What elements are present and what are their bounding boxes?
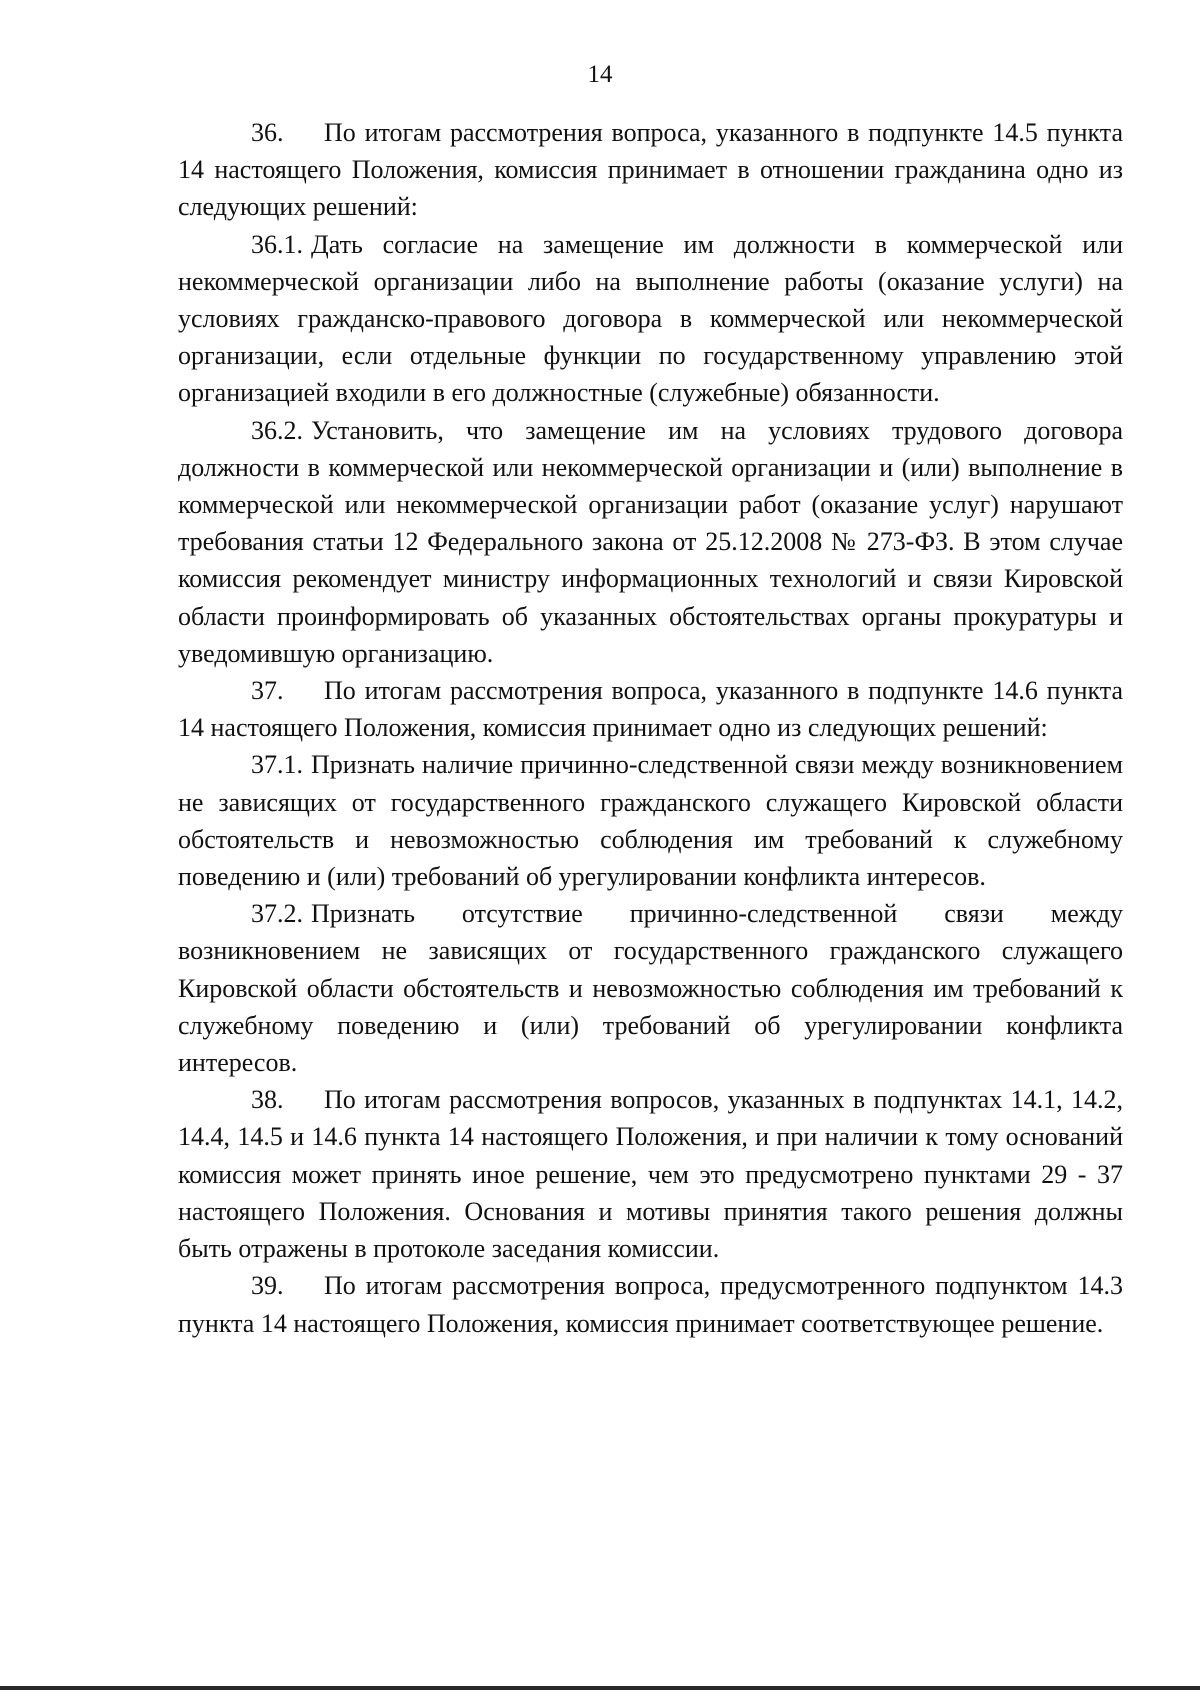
page-number: 14 [587,61,613,88]
paragraph-text: Дать согласие на замещение им должности в коммерческой или некоммерческой организации либо на выполнение работы (оказание услуги) на условиях гражданско-правового договора в коммерческой или некоммерческой организации, если отдельные функции по государственному управлению этой организацией входили в его должностные (служебные) обязанности. [178,229,1123,408]
paragraph-36-1 [178,226,1123,412]
paragraph-number: 36. [251,118,284,147]
paragraph-36-2 [178,412,1123,672]
paragraph-text: По итогам рассмотрения вопроса, предусмотренного подпунктом 14.3 пункта 14 настоящего Положения, комиссия принимает соответствующее решение. [178,1271,1123,1338]
paragraph-number: 38. [251,1085,284,1115]
paragraph-text: По итогам рассмотрения вопросов, указанных в подпунктах 14.1, 14.2, 14.4, 14.5 и 14.6 пункта 14 настоящего Положения, и при наличии к тому оснований комиссия может принять иное решение, чем это предусмотрено пунктами 29 - 37 настоящего Положения. Основания и мотивы принятия такого решения должны быть отражены в протоколе заседания комиссии. [178,1085,1123,1264]
paragraph-37-1 [178,746,1123,895]
paragraph-text: По итогам рассмотрения вопроса, указанного в подпункте 14.6 пункта 14 настоящего Положения, комиссия принимает одно из следующих решений: [178,676,1123,743]
scan-bottom-edge [0,1686,1200,1690]
paragraph-text: Установить, что замещение им на условиях трудового договора должности в коммерческой или некоммерческой организации и (или) выполнение в коммерческой или некоммерческой организации работ (оказание услуг) нарушают требования статьи 12 Федерального закона от 25.12.2008 № 273-ФЗ. В этом случае комиссия рекомендует министру информационных технологий и связи Кировской области проинформировать об указанных обстоятельствах органы прокуратуры и уведомившую организацию. [178,415,1123,668]
paragraph-37-2 [178,895,1123,1081]
paragraph-36 [178,114,1123,226]
paragraph-number: 37.1. [251,750,303,780]
paragraph-number: 37.2. [251,899,303,929]
document-body [178,114,1123,1342]
paragraph-number: 36.1. [251,229,303,259]
paragraph-37 [178,672,1123,746]
paragraph-text: По итогам рассмотрения вопроса, указанного в подпункте 14.5 пункта 14 настоящего Положения, комиссия принимает в отношении гражданина одно из следующих решений: [178,118,1123,222]
paragraph-38 [178,1081,1123,1267]
paragraph-number: 36.2. [251,415,303,445]
paragraph-39 [178,1267,1123,1341]
paragraph-text: Признать отсутствие причинно-следственной связи между возникновением не зависящих от государственного гражданского служащего Кировской области обстоятельств и невозможностью соблюдения им требований к служебному поведению и (или) требований об урегулировании конфликта интересов. [178,899,1123,1078]
paragraph-number: 37. [251,676,284,706]
paragraph-number: 39. [251,1271,284,1301]
paragraph-text: Признать наличие причинно-следственной связи между возникновением не зависящих от государственного гражданского служащего Кировской области обстоятельств и невозможностью соблюдения им требований к служебному поведению и (или) требований об урегулировании конфликта интересов. [178,750,1123,892]
